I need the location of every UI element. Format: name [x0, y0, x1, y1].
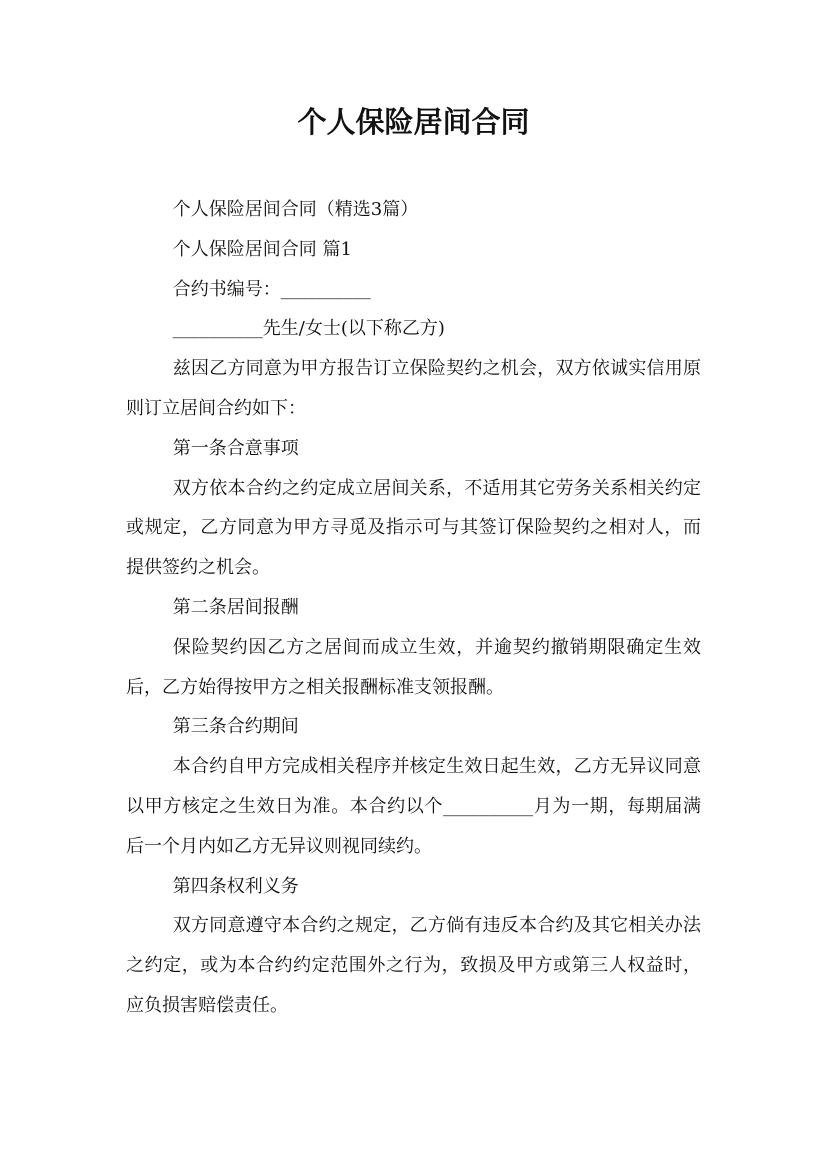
- article-4-body: 双方同意遵守本合约之规定，乙方倘有违反本合约及其它相关办法之约定，或为本合约约定范围外之行为，致损及甲方或第三人权益时，应负损害赔偿责任。: [126, 915, 701, 1016]
- article-2-body: 保险契约因乙方之居间而成立生效，并逾契约撤销期限确定生效后，乙方始得按甲方之相关报酬标准支领报酬。: [126, 636, 701, 698]
- article-1-heading: 第一条合意事项: [172, 437, 299, 459]
- paragraph-preamble: 兹因乙方同意为甲方报告订立保险契约之机会，双方依诚实信用原则订立居间合约如下：: [126, 358, 701, 419]
- paragraph-subtitle: 个人保险居间合同（精选3篇）: [172, 199, 419, 220]
- paragraph-party-b: __________先生/女士(以下称乙方): [172, 318, 445, 340]
- paragraph-section-heading: 个人保险居间合同 篇1: [172, 238, 352, 260]
- document-body: [126, 190, 701, 1026]
- article-3-heading: 第三条合约期间: [172, 716, 299, 738]
- document-title: 个人保险居间合同: [297, 105, 530, 139]
- article-3-body: 本合约自甲方完成相关程序并核定生效日起生效，乙方无异议同意以甲方核定之生效日为准。本合约以个__________月为一期，每期届满后一个月内如乙方无异议则视同续约。: [126, 756, 701, 857]
- article-1-body: 双方依本合约之约定成立居间关系，不适用其它劳务关系相关约定或规定，乙方同意为甲方寻觅及指示可与其签订保险契约之相对人，而提供签约之机会。: [126, 477, 701, 579]
- paragraph-contract-number: 合约书编号：__________: [172, 278, 371, 300]
- article-4-heading: 第四条权利义务: [172, 875, 299, 897]
- article-2-heading: 第二条居间报酬: [172, 596, 299, 618]
